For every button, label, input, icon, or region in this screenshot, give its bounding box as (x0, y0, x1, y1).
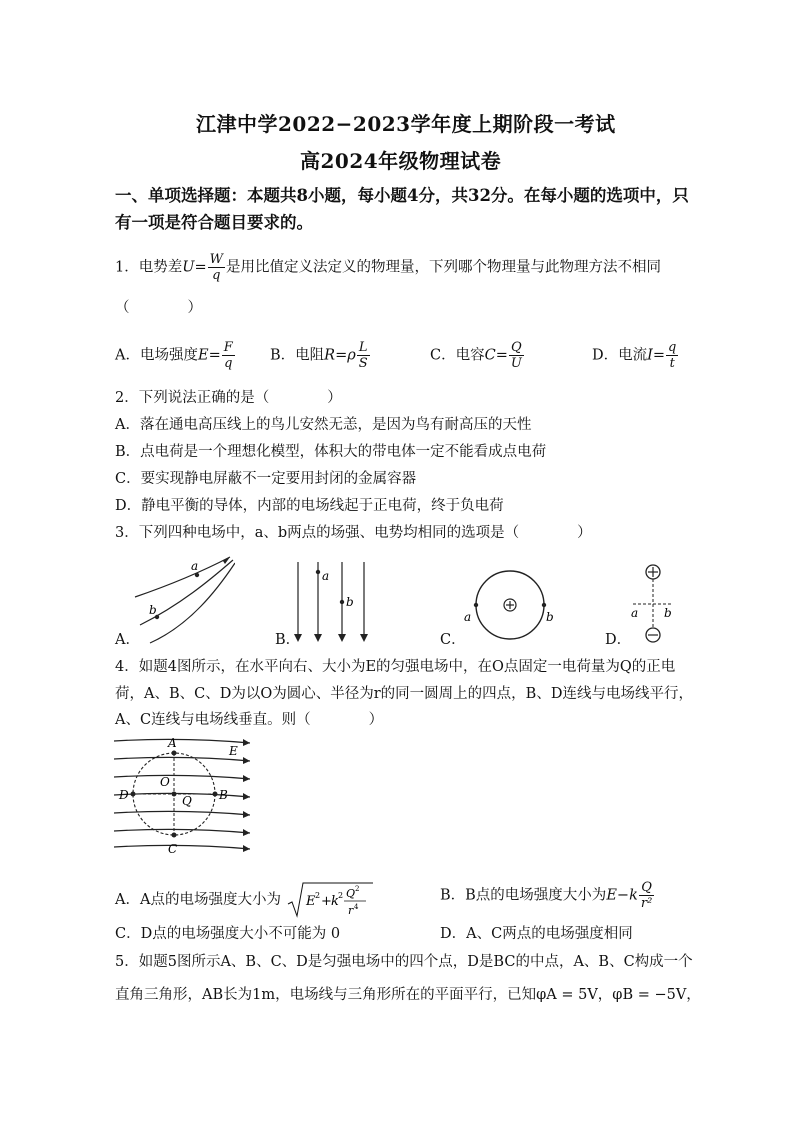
svg-text:k: k (330, 894, 339, 909)
q3-figure-d (628, 562, 683, 644)
q3-a-point-a: a (191, 559, 199, 573)
q2-stem: 2．下列说法正确的是（ ） (115, 390, 342, 406)
svg-text:2: 2 (354, 885, 360, 893)
q4-option-a: A．A点的电场强度大小为 E 2 + k 2 Q 2 r 4 (115, 880, 374, 920)
q3-c-point-b: b (546, 610, 554, 624)
svg-text:E: E (305, 894, 316, 909)
q2-option-d: D．静电平衡的导体，内部的电场线起于正电荷，终于负电荷 (115, 498, 504, 514)
q4-option-d: D．A、C两点的电场强度相同 (440, 926, 633, 942)
q4-line3: A、C连线与电场线垂直。则（ ） (115, 712, 384, 728)
q1-option-a: A．电场强度E= $\frac{F}{q}$ (115, 340, 233, 371)
q3-d-point-b: b (664, 606, 672, 620)
q4-label-e: E (229, 744, 238, 758)
q4-label-a: A (168, 736, 177, 750)
q3-a-point-b: b (149, 603, 157, 617)
q5-line2: 直角三角形，AB长为1m，电场线与三角形所在的平面平行，已知φA = 5V，φB = −5V， (115, 987, 701, 1003)
q4-label-c: C (168, 842, 178, 856)
q3-c-point-a: a (464, 610, 472, 624)
q3-option-c-label: C． (440, 632, 466, 648)
q2-option-a: A．落在通电高压线上的鸟儿安然无恙，是因为鸟有耐高压的天性 (115, 417, 532, 433)
svg-text:Q: Q (345, 887, 355, 900)
section-heading-cont: 有一项是符合题目要求的。 (115, 213, 313, 232)
q5-line1: 5．如题5图所示A、B、C、D是匀强电场中的四个点，D是BC的中点，A、B、C构成一个 (115, 954, 693, 970)
q4-figure (112, 735, 262, 857)
q3-option-d-label: D． (605, 632, 632, 648)
q4-label-b: B (219, 788, 228, 802)
q4-label-o: O (160, 775, 170, 789)
q3-option-a-label: A． (115, 632, 140, 648)
q4-option-a-formula (286, 880, 374, 920)
svg-text:2: 2 (314, 891, 320, 900)
q2-option-c: C．要实现静电屏蔽不一定要用封闭的金属容器 (115, 471, 417, 487)
q3-option-b-label: B． (275, 632, 301, 648)
svg-text:2: 2 (337, 891, 343, 900)
q1-answer-paren: （ ） (115, 300, 202, 316)
q3-figure-b (290, 560, 375, 645)
q3-b-point-a: a (322, 569, 330, 583)
q4-label-d: D (119, 788, 129, 802)
q4-line1: 4．如题4图所示，在水平向右、大小为E的匀强电场中，在O点固定一电荷量为Q的正电 (115, 659, 676, 675)
q2-option-b: B．点电荷是一个理想化模型，体积大的带电体一定不能看成点电荷 (115, 444, 547, 460)
q3-b-point-b: b (346, 595, 354, 609)
q3-d-point-a: a (631, 606, 639, 620)
q4-option-b: B．B点的电场强度大小为E−k $\frac{Q}{\text{r²}}$ (440, 880, 653, 911)
svg-text:r: r (347, 904, 353, 917)
q1-option-c: C．电容C= $\frac{Q}{U}$ (430, 340, 522, 371)
svg-text:+: + (320, 894, 332, 909)
q1-stem: 1．电势差U= $\frac{W}{q}$ 是用比值定义法定义的物理量，下列哪个物理量与此物理方法不相同 (115, 252, 661, 283)
q3-figure-c (460, 565, 560, 645)
q3-stem: 3．下列四种电场中，a、b两点的场强、电势均相同的选项是（ ） (115, 525, 592, 541)
q1-option-d: D．电流I= $\frac{q}{t}$ (592, 340, 677, 371)
q3-figure-a (125, 555, 235, 650)
q4-label-q: Q (182, 794, 192, 808)
q1-option-b: B．电阻R=ρ $\frac{L}{S}$ (270, 340, 368, 371)
q4-option-c: C．D点的电场强度大小不可能为 0 (115, 926, 341, 942)
q4-line2: 荷，A、B、C、D为以O为圆心、半径为r的同一圆周上的四点，B、D连线与电场线平行， (115, 686, 693, 702)
exam-subtitle: 高2024年级物理试卷 (300, 149, 502, 173)
svg-text:4: 4 (353, 903, 359, 911)
exam-title: 江津中学2022−2023学年度上期阶段一考试 (196, 112, 616, 136)
section-heading: 一、单项选择题：本题共8小题，每小题4分，共32分。在每小题的选项中，只 (115, 186, 689, 205)
